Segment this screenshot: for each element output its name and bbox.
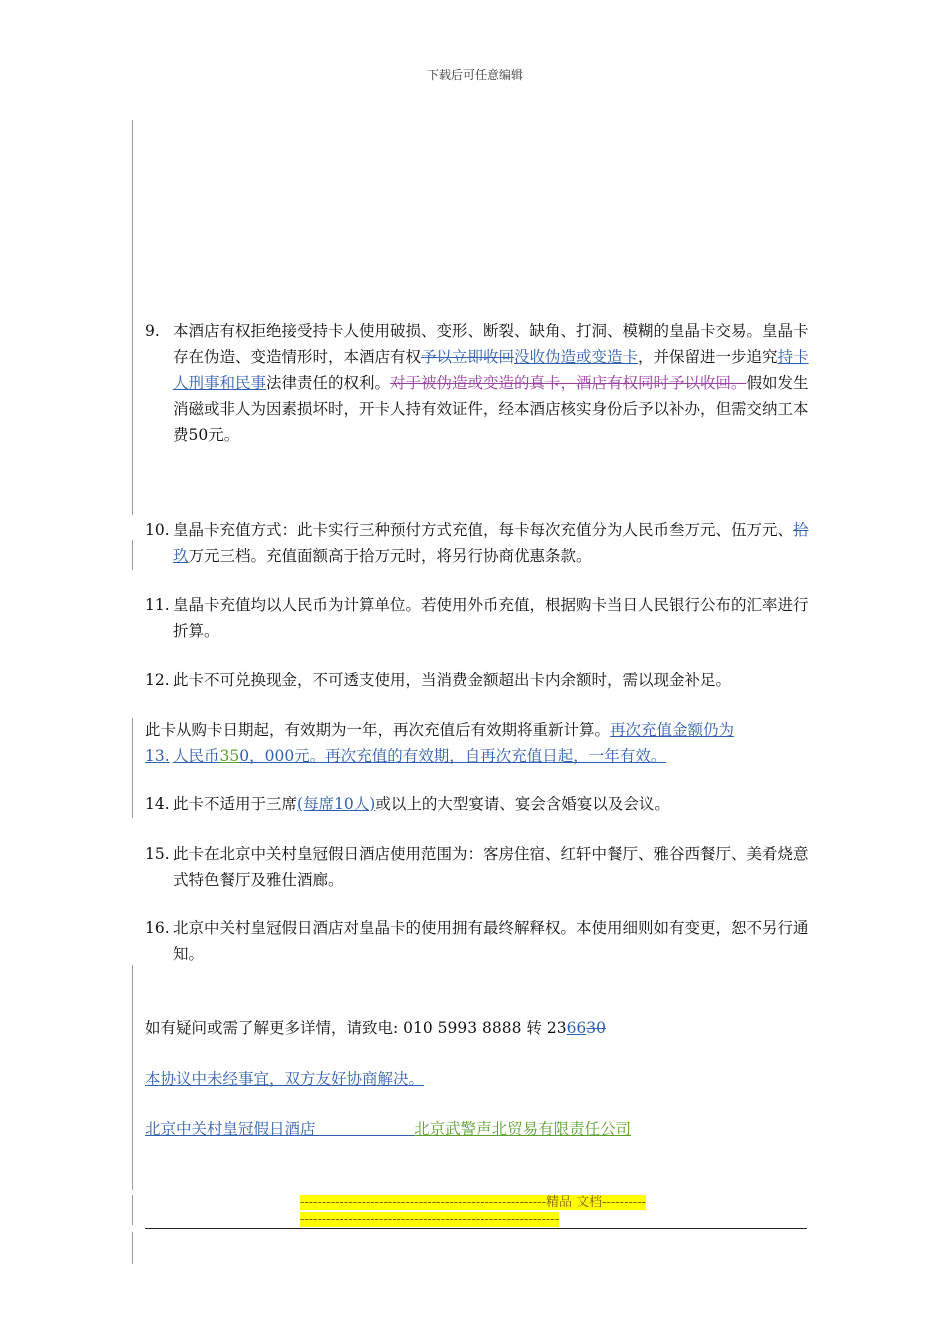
deleted-text: 予以立即收回 [421,348,515,366]
inserted-text: 35 [219,747,240,765]
item-number: 11. [145,596,170,614]
rule-item-9 [145,318,810,448]
rule-item-11 [145,592,810,644]
item-text: 此卡从购卡日期起，有效期为一年，再次充值后有效期将重新计算。再次充值金额仍为 [145,721,735,739]
item-text: 此卡在北京中关村皇冠假日酒店使用范围为：客房住宿、红轩中餐厅、雅谷西餐厅、美肴烧意式特色餐厅及雅仕酒廊。 [173,845,809,889]
item-text: 此卡不可兑换现金，不可透支使用，当消费金额超出卡内余额时，需以现金补足。 [173,671,732,689]
item-text: 本酒店有权拒绝接受持卡人使用破损、变形、断裂、缺角、打洞、模糊的皇晶卡交易。皇晶卡存在伪造、变造情形时，本酒店有权予以立即收回没收伪造或变造卡，并保留进一步追究持卡人刑事和民事法律责任的权利。对于被伪造或变造的真卡，酒店有权同时予以收回。假如发生消磁或非人为因素损坏时，开卡人持有效证件，经本酒店核实身份后予以补办，但需交纳工本费50元。 [173,322,809,444]
rule-item-12 [145,667,810,693]
change-bar [132,540,133,570]
change-bar [132,965,133,1190]
item-text: 皇晶卡充值方式：此卡实行三种预付方式充值，每卡每次充值分为人民币叁万元、伍万元、拾玖万元三档。充值面额高于拾万元时，将另行协商优惠条款。 [173,521,809,565]
rule-item-14 [145,791,810,817]
inserted-text: (每席10人) [297,795,376,813]
item-text: 此卡不适用于三席(每席10人)或以上的大型宴请、宴会含婚宴以及会议。 [173,795,670,813]
change-bar [132,120,133,460]
footer-rule [145,1228,807,1229]
signature-line [145,1116,810,1142]
item-text: 13. 人民币350，000元。再次充值的有效期，自再次充值日起，一年有效。 [145,743,810,769]
contact-line: 如有疑问或需了解更多详情，请致电: 010 5993 8888 转 236630 [145,1019,607,1037]
inserted-text: 没收伪造或变造卡 [514,348,639,366]
signature-gap [316,1120,415,1138]
company-signature: 北京武警声北贸易有限责任公司 [414,1120,632,1138]
rule-item-15 [145,841,810,893]
inserted-text: 持卡人刑事和民事 [173,348,809,392]
agreement-line: 本协议中未经事宜，双方友好协商解决。 [145,1070,425,1088]
hotel-signature: 北京中关村皇冠假日酒店 [145,1120,316,1138]
inserted-text: 玖 [173,547,189,565]
item-text: 皇晶卡充值均以人民币为计算单位。若使用外币充值，根据购卡当日人民银行公布的汇率进行折算。 [173,596,809,640]
item-number: 10. [145,521,170,539]
change-bar [132,1195,133,1225]
change-bar [132,718,133,818]
inserted-text: 再次充值金额仍为 [610,721,735,739]
item-number: 16. [145,919,170,937]
item-text: 北京中关村皇冠假日酒店对皇晶卡的使用拥有最终解释权。本使用细则如有变更，恕不另行通知。 [173,919,809,963]
item-number: 9. [145,322,160,340]
deleted-text: 30 [586,1019,607,1037]
rule-item-13 [145,717,810,769]
footer-banner: --------------------------------------------------------精品 文档--------------------------------------------------------------------- [300,1195,647,1227]
item-number: 14. [145,795,170,813]
page-header: 下载后可任意编辑 [426,68,523,82]
rule-item-16 [145,915,810,967]
deleted-text: 拾 [793,521,809,539]
item-number: 12. [145,671,170,689]
change-bar [132,445,133,515]
item-number: 15. [145,845,170,863]
deleted-text: 对于被伪造或变造的真卡，酒店有权同时予以收回。 [390,374,747,392]
inserted-text: 66 [566,1019,587,1037]
rule-item-10 [145,517,810,569]
item-number: 13. [145,747,170,765]
change-bar [132,1232,133,1264]
